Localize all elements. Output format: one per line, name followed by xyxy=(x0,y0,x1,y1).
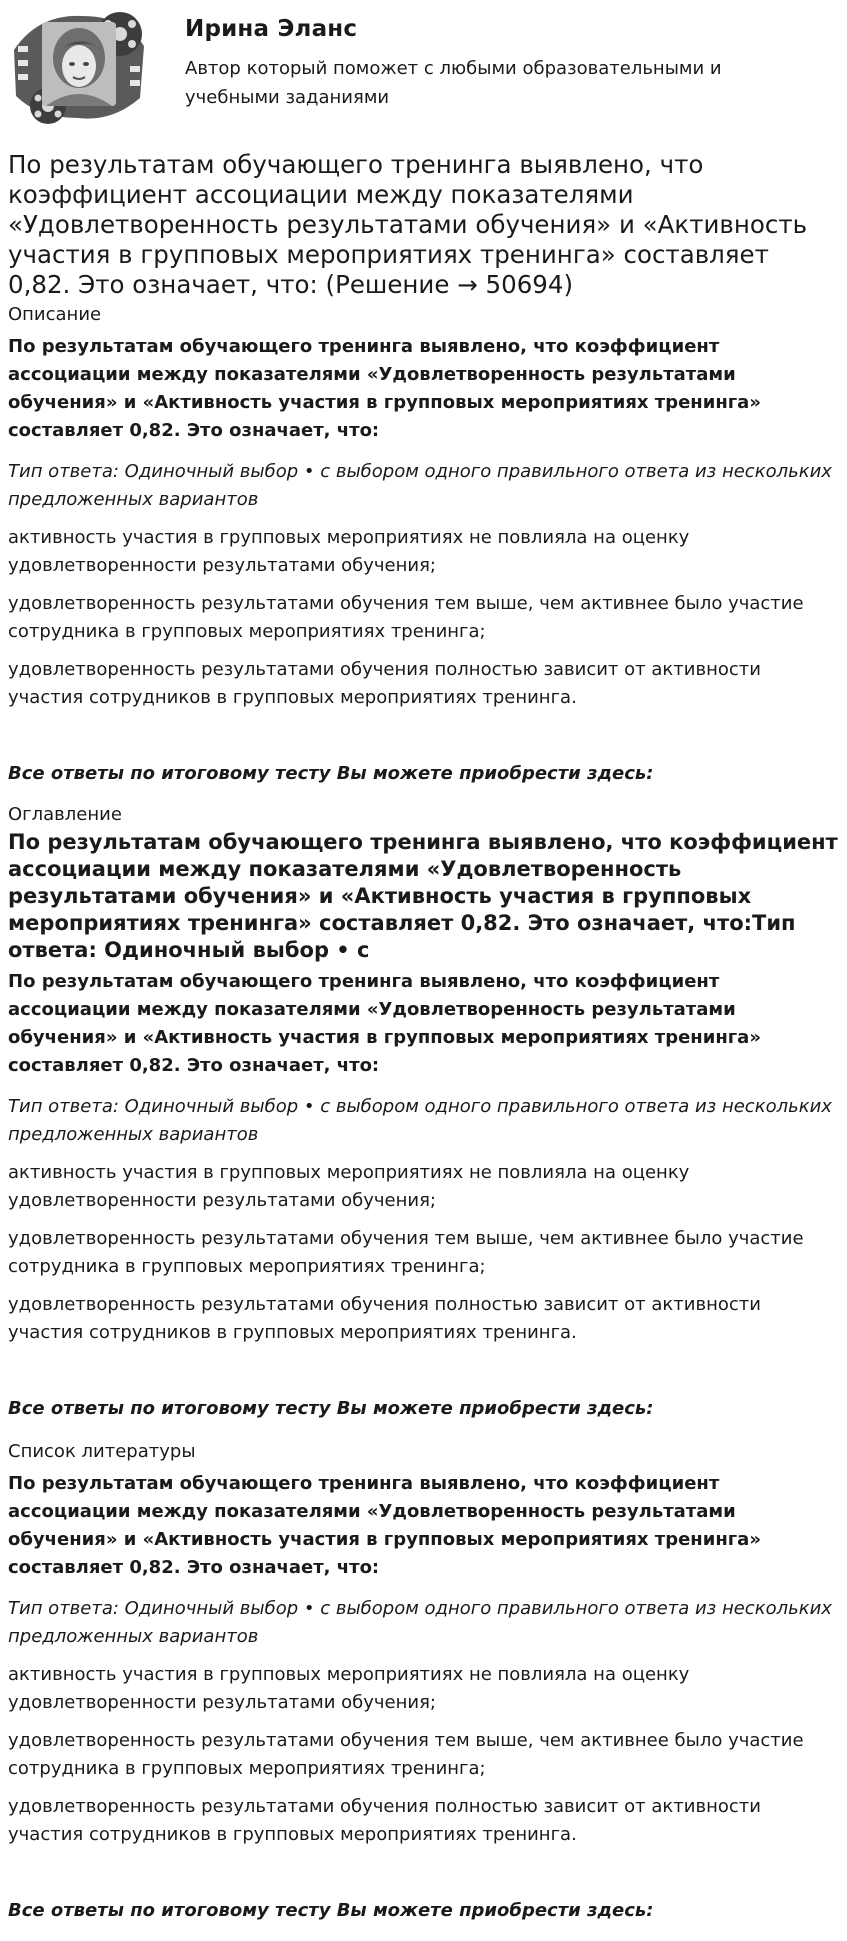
author-description: Автор который поможет с любыми образовательными и учебными заданиями xyxy=(185,58,722,108)
section-label-literature: Список литературы xyxy=(8,1441,196,1462)
question-text: По результатам обучающего тренинга выявлено, что коэффициент ассоциации между показателями «Удовлетворенность результатами обучения» и «Активность участия в групповых мероприятиях тренинга» составляет 0,82. Это означает, что: xyxy=(8,336,761,441)
section-label-toc: Оглавление xyxy=(8,804,122,825)
toc-section xyxy=(8,803,838,1423)
answer-type: Тип ответа: Одиночный выбор • с выбором одного правильного ответа из нескольких предложенных вариантов xyxy=(8,1598,832,1647)
purchase-link-text[interactable]: Все ответы по итоговому тесту Вы можете приобрести здесь: xyxy=(8,763,654,784)
answer-option: удовлетворенность результатами обучения тем выше, чем активнее было участие сотрудника в групповых мероприятиях тренинга; xyxy=(8,1730,804,1779)
answer-type: Тип ответа: Одиночный выбор • с выбором одного правильного ответа из нескольких предложенных вариантов xyxy=(8,1096,832,1145)
answer-option: удовлетворенность результатами обучения полностью зависит от активности участия сотрудников в групповых мероприятиях тренинга. xyxy=(8,1796,761,1845)
question-text: По результатам обучающего тренинга выявлено, что коэффициент ассоциации между показателями «Удовлетворенность результатами обучения» и «Активность участия в групповых мероприятиях тренинга» составляет 0,82. Это означает, что: xyxy=(8,971,761,1076)
answer-option: удовлетворенность результатами обучения тем выше, чем активнее было участие сотрудника в групповых мероприятиях тренинга; xyxy=(8,593,804,642)
toc-heading: По результатам обучающего тренинга выявлено, что коэффициент ассоциации между показателями «Удовлетворенность результатами обучения» и «Активность участия в групповых мероприятиях тренинга» составляет 0,82. Это означает, что:Тип ответа: Одиночный выбор • с xyxy=(8,830,838,962)
purchase-link-text[interactable]: Все ответы по итоговому тесту Вы можете приобрести здесь: xyxy=(8,1900,654,1921)
answer-option: активность участия в групповых мероприятиях не повлияла на оценку удовлетворенности результатами обучения; xyxy=(8,1664,690,1713)
question-text: По результатам обучающего тренинга выявлено, что коэффициент ассоциации между показателями «Удовлетворенность результатами обучения» и «Активность участия в групповых мероприятиях тренинга» составляет 0,82. Это означает, что: xyxy=(8,1473,761,1578)
answer-type: Тип ответа: Одиночный выбор • с выбором одного правильного ответа из нескольких предложенных вариантов xyxy=(8,461,832,510)
literature-section xyxy=(8,1440,838,1925)
answer-option: активность участия в групповых мероприятиях не повлияла на оценку удовлетворенности результатами обучения; xyxy=(8,527,690,576)
section-label-description: Описание xyxy=(8,304,102,325)
author-card xyxy=(8,6,838,131)
description-section xyxy=(8,303,838,788)
answer-option: удовлетворенность результатами обучения тем выше, чем активнее было участие сотрудника в групповых мероприятиях тренинга; xyxy=(8,1228,804,1277)
answer-option: активность участия в групповых мероприятиях не повлияла на оценку удовлетворенности результатами обучения; xyxy=(8,1162,690,1211)
page-title: По результатам обучающего тренинга выявлено, что коэффициент ассоциации между показателями «Удовлетворенность результатами обучения» и «Активность участия в групповых мероприятиях тренинга» составляет 0,82. Это означает, что: (Решение → 50694) xyxy=(8,150,808,299)
answer-option: удовлетворенность результатами обучения полностью зависит от активности участия сотрудников в групповых мероприятиях тренинга. xyxy=(8,1294,761,1343)
purchase-link-text[interactable]: Все ответы по итоговому тесту Вы можете приобрести здесь: xyxy=(8,1398,654,1419)
author-name[interactable]: Ирина Эланс xyxy=(185,16,358,42)
answer-option: удовлетворенность результатами обучения полностью зависит от активности участия сотрудников в групповых мероприятиях тренинга. xyxy=(8,659,761,708)
author-avatar[interactable] xyxy=(8,6,150,126)
